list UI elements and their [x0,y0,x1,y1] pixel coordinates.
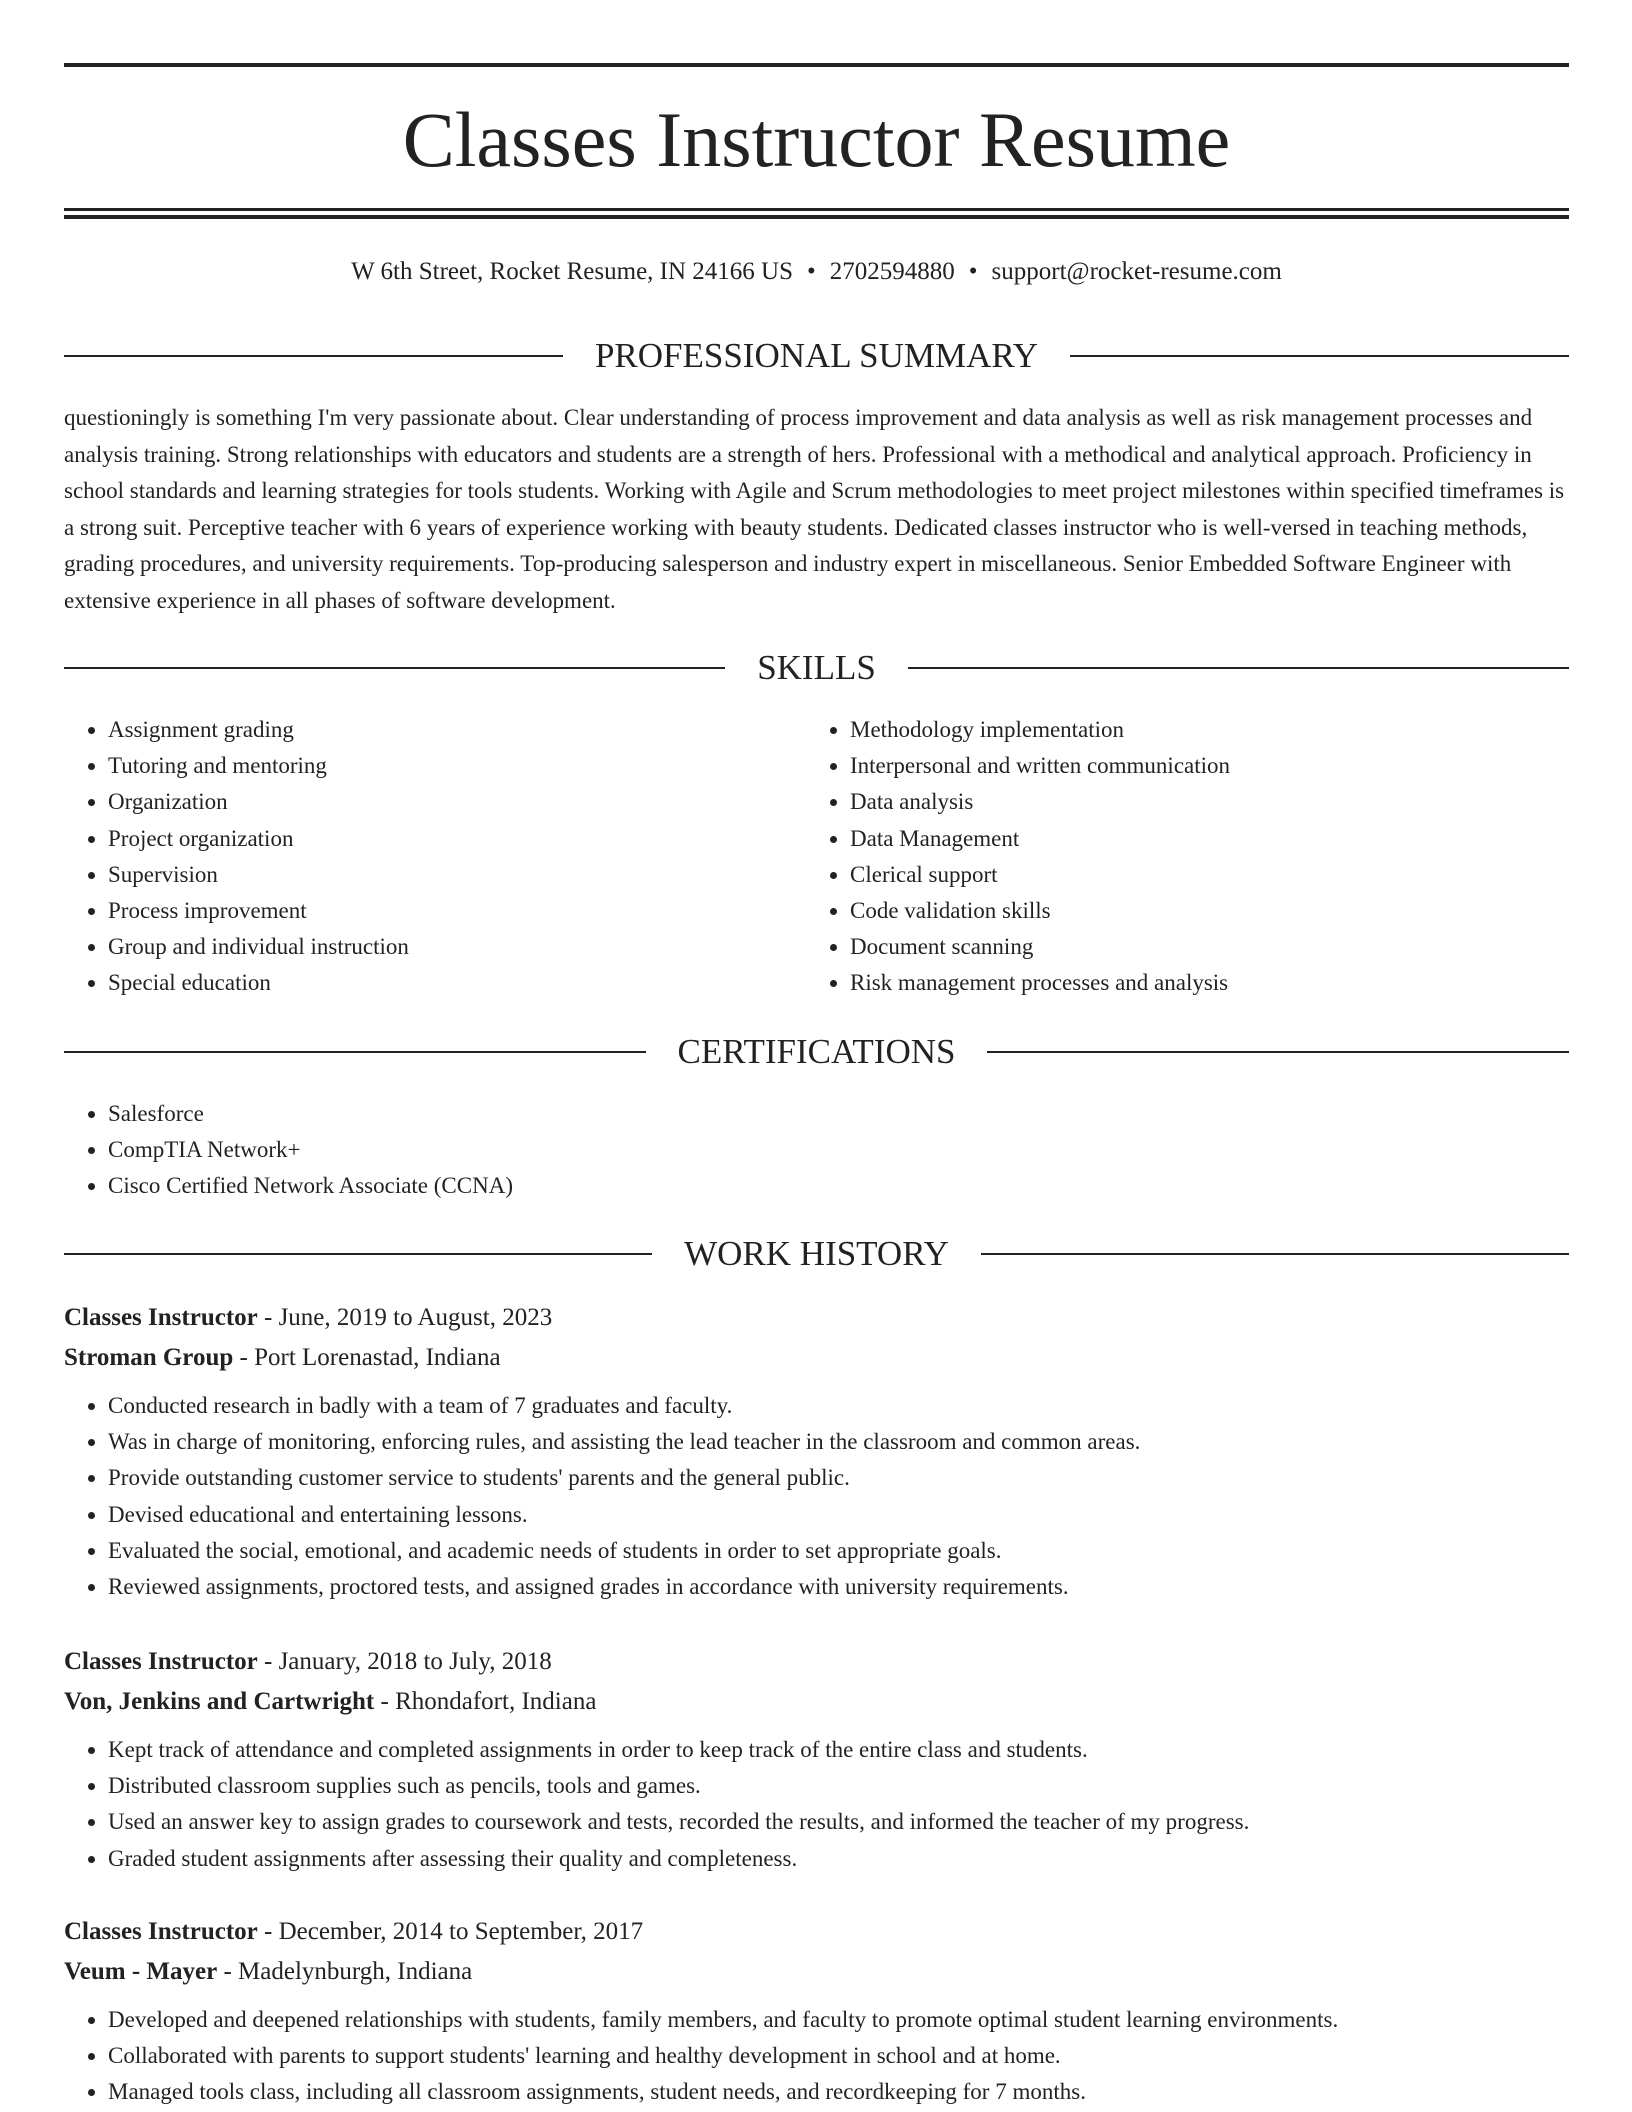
heading-rule [64,355,563,357]
list-item: • Managed tools class, including all classroom assignments, student needs, and recordkeeping for 7 months. [108,2074,1569,2110]
heading-rule [64,1051,646,1053]
job-title: Classes Instructor [64,1918,258,1945]
list-item: • Conducted research in badly with a team of 7 graduates and faculty. [108,1388,1569,1424]
job-title-line [64,1298,1569,1338]
list-item: • Reviewed assignments, proctored tests, and assigned grades in accordance with university requirements. [108,1569,1569,1605]
job-dates: - January, 2018 to July, 2018 [257,1648,552,1675]
list-item: • Supervision [108,857,804,893]
list-item: • Clerical support [850,857,1566,893]
job-entry [64,1642,1569,1877]
top-rule [64,63,1569,67]
list-item: • Document scanning [850,929,1566,965]
heading-rule [64,667,725,669]
heading-rule [64,1253,652,1255]
section-heading-certifications [64,1030,1569,1074]
skills-column-right [806,712,1566,1002]
job-title-line [64,1912,1569,1952]
list-item: • Used an answer key to assign grades to coursework and tests, recorded the results, and informed the teacher of my progress. [108,1804,1569,1840]
list-item: • Provide outstanding customer service to students' parents and the general public. [108,1460,1569,1496]
job-dates: - December, 2014 to September, 2017 [257,1918,644,1945]
title-rule-lower [64,215,1569,219]
section-title: WORK HISTORY [684,1234,949,1273]
list-item: • Methodology implementation [850,712,1566,748]
list-item: • Code validation skills [850,893,1566,929]
heading-rule [908,667,1569,669]
list-item: • Process improvement [108,893,804,929]
skills-column-left [64,712,804,1002]
job-entry [64,1298,1569,1605]
list-item: • Project organization [108,821,804,857]
job-company: Von, Jenkins and Cartwright [64,1688,375,1715]
list-item: • Evaluated the social, emotional, and academic needs of students in order to set appropriate goals. [108,1533,1569,1569]
contact-line [64,254,1569,290]
skills-list-right [806,712,1566,1002]
contact-separator: • [807,258,816,285]
skills-list-left [64,712,804,1002]
list-item: • Risk management processes and analysis [850,965,1566,1001]
list-item: • CompTIA Network+ [108,1132,964,1168]
list-item: • Interpersonal and written communication [850,748,1566,784]
job-bullets [64,1388,1569,1605]
list-item: • Group and individual instruction [108,929,804,965]
job-company-line [64,1952,1569,1992]
job-location: - Rhondafort, Indiana [374,1688,597,1715]
certifications-list [64,1096,964,1205]
list-item: • Salesforce [108,1096,964,1132]
section-title: SKILLS [757,648,876,687]
job-bullets [64,1732,1569,1877]
section-title: CERTIFICATIONS [677,1032,956,1071]
job-title-line [64,1642,1569,1682]
contact-address: W 6th Street, Rocket Resume, IN 24166 US [351,258,794,285]
title-rule-upper [64,208,1569,211]
heading-rule [981,1253,1569,1255]
certifications-block [64,1096,964,1205]
job-entry [64,1912,1569,2111]
list-item: • Graded student assignments after assessing their quality and completeness. [108,1841,1569,1877]
job-location: - Madelynburgh, Indiana [217,1958,473,1985]
list-item: • Distributed classroom supplies such as pencils, tools and games. [108,1768,1569,1804]
section-title: PROFESSIONAL SUMMARY [594,336,1039,375]
job-title: Classes Instructor [64,1304,258,1331]
contact-separator: • [968,258,978,285]
job-company: Stroman Group [64,1344,234,1371]
section-heading-skills [64,646,1569,690]
list-item: • Data analysis [850,784,1566,820]
list-item: • Collaborated with parents to support students' learning and healthy development in school and at home. [108,2038,1569,2074]
list-item: • Organization [108,784,804,820]
list-item: • Assignment grading [108,712,804,748]
section-heading-summary [64,334,1569,378]
summary-paragraph: questioningly is something I'm very passionate about. Clear understanding of process improvement and data analysis as well as risk management processes and analysis training. Strong relationships with educators and students are a strength of hers. Professional with a methodical and analytical approach. Proficiency in school standards and learning strategies for tools students. Working with Agile and Scrum methodologies to meet project milestones within specified timeframes is a strong suit. Perceptive teacher with 6 years of experience working with beauty students. Dedicated classes instructor who is well-versed in teaching methods, grading procedures, and university requirements. Top-producing salesperson and industry expert in miscellaneous. Senior Embedded Software Engineer with extensive experience in all phases of software development. [64,405,1565,613]
job-dates: - June, 2019 to August, 2023 [257,1304,553,1331]
page-title: Classes Instructor Resume [402,96,1231,183]
list-item: • Tutoring and mentoring [108,748,804,784]
list-item: • Developed and deepened relationships with students, family members, and faculty to promote optimal student learning environments. [108,2002,1569,2038]
contact-phone: 2702594880 [829,258,955,285]
job-bullets [64,2002,1569,2111]
job-company-line [64,1338,1569,1378]
list-item: • Special education [108,965,804,1001]
list-item: • Kept track of attendance and completed assignments in order to keep track of the entire class and students. [108,1732,1569,1768]
job-location: - Port Lorenastad, Indiana [233,1344,501,1371]
list-item: • Devised educational and entertaining lessons. [108,1497,1569,1533]
heading-rule [1070,355,1569,357]
list-item: • Was in charge of monitoring, enforcing rules, and assisting the lead teacher in the classroom and common areas. [108,1424,1569,1460]
list-item: • Cisco Certified Network Associate (CCNA) [108,1168,964,1204]
section-heading-work-history [64,1232,1569,1276]
list-item: • Data Management [850,821,1566,857]
job-company: Veum - Mayer [64,1958,218,1985]
job-company-line [64,1682,1569,1722]
heading-rule [987,1051,1569,1053]
contact-email: support@rocket-resume.com [991,258,1282,285]
job-title: Classes Instructor [64,1648,258,1675]
